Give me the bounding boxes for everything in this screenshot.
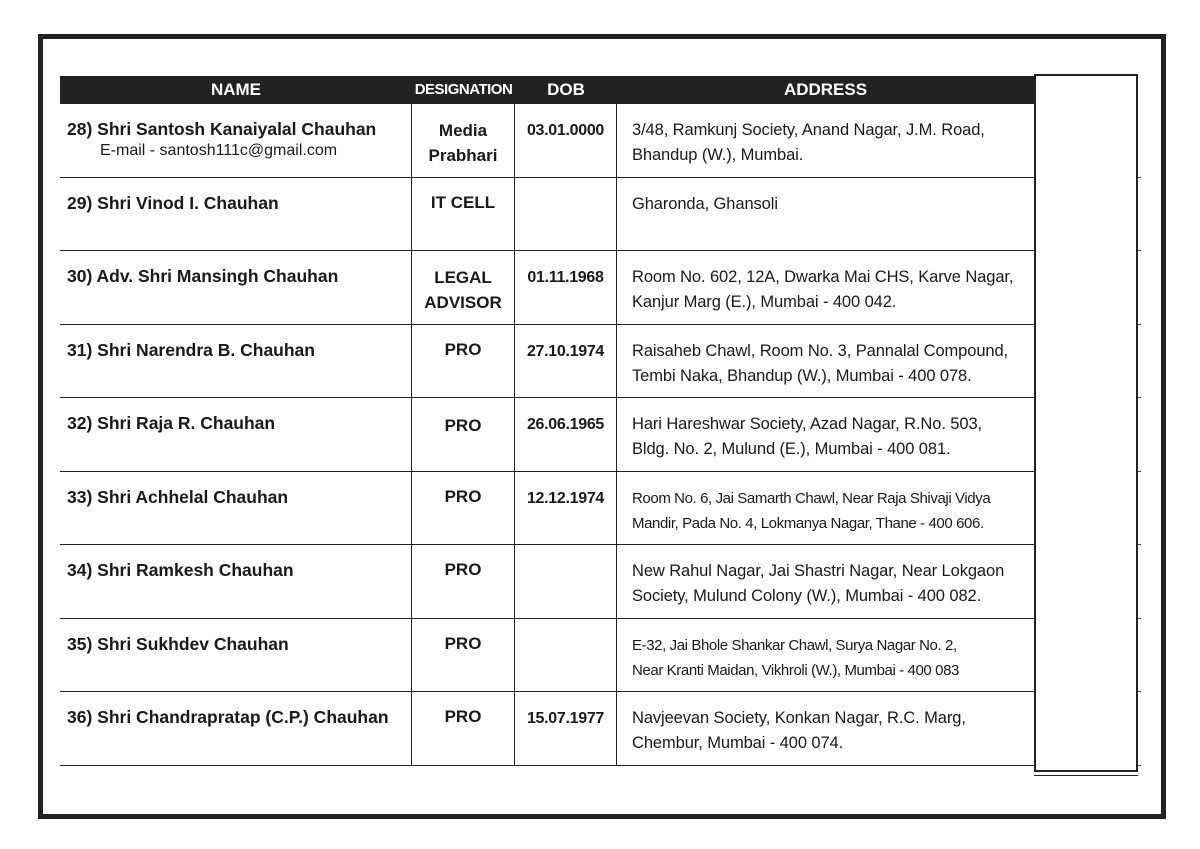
- address-cell: [617, 545, 1034, 618]
- row-tick: [1138, 765, 1141, 766]
- member-dob: 12.12.1974: [526, 489, 605, 507]
- address-cell: [617, 104, 1034, 177]
- member-dob: 03.01.0000: [526, 122, 605, 139]
- photo-column: [1034, 74, 1138, 772]
- member-email: E-mail - santosh111c@gmail.com: [100, 142, 338, 159]
- dob-cell: [515, 472, 617, 545]
- address-cell: [617, 251, 1034, 324]
- dob-cell: [515, 619, 617, 692]
- name-cell: [60, 178, 412, 251]
- photo-column-underline: [1034, 775, 1138, 776]
- member-name: 31) Shri Narendra B. Chauhan: [67, 339, 315, 360]
- name-cell: [60, 619, 412, 692]
- address-line-2: Mandir, Pada No. 4, Lokmanya Nagar, Thane - 400 606.: [632, 514, 984, 532]
- address-line-2: Chembur, Mumbai - 400 074.: [632, 734, 844, 752]
- row-tick: [1138, 618, 1141, 619]
- table-row: [60, 472, 1034, 546]
- header-name: NAME: [210, 80, 262, 99]
- member-dob: 15.07.1977: [526, 710, 605, 727]
- name-cell: [60, 251, 412, 324]
- member-dob: 27.10.1974: [526, 342, 605, 360]
- address-cell: [617, 398, 1034, 471]
- address-line-1: Hari Hareshwar Society, Azad Nagar, R.No. 503,: [632, 415, 983, 433]
- designation-line-1: Media: [438, 121, 488, 140]
- designation-line-1: PRO: [444, 633, 482, 653]
- designation-line-2: Prabhari: [428, 146, 498, 165]
- address-line-1: Navjeevan Society, Konkan Nagar, R.C. Marg,: [632, 709, 966, 727]
- dob-cell: [515, 692, 617, 765]
- member-dob: 26.06.1965: [526, 416, 605, 433]
- address-line-2: Bhandup (W.), Mumbai.: [632, 146, 804, 164]
- dob-cell: [515, 178, 617, 251]
- dob-cell: [515, 398, 617, 471]
- designation-line-1: IT CELL: [430, 192, 496, 212]
- designation-cell: [412, 619, 515, 692]
- address-line-1: E-32, Jai Bhole Shankar Chawl, Surya Nagar No. 2,: [632, 636, 957, 654]
- table-row: [60, 545, 1034, 619]
- table-row: [60, 325, 1034, 399]
- dob-cell: [515, 545, 617, 618]
- table-row: [60, 398, 1034, 472]
- designation-cell: [412, 472, 515, 545]
- address-line-2: Bldg. No. 2, Mulund (E.), Mumbai - 400 081.: [632, 440, 951, 458]
- member-dob: 01.11.1968: [527, 269, 604, 286]
- designation-line-1: PRO: [444, 416, 482, 435]
- address-line-2: Society, Mulund Colony (W.), Mumbai - 400 082.: [632, 587, 982, 605]
- member-name: 29) Shri Vinod I. Chauhan: [67, 192, 279, 213]
- dob-cell: [515, 251, 617, 324]
- row-tick: [1138, 471, 1141, 472]
- address-cell: [617, 472, 1034, 545]
- designation-cell: [412, 104, 515, 177]
- address-line-2: Tembi Naka, Bhandup (W.), Mumbai - 400 078.: [632, 366, 972, 385]
- member-name: 35) Shri Sukhdev Chauhan: [67, 633, 289, 654]
- dob-cell: [515, 104, 617, 177]
- address-cell: [617, 178, 1034, 251]
- designation-cell: [412, 692, 515, 765]
- address-cell: [617, 325, 1034, 398]
- designation-line-2: ADVISOR: [424, 293, 502, 312]
- table-row: [60, 104, 1034, 178]
- designation-cell: [412, 398, 515, 471]
- member-name: 32) Shri Raja R. Chauhan: [67, 413, 276, 433]
- designation-line-1: PRO: [444, 560, 482, 579]
- designation-line-1: LEGAL: [434, 268, 492, 287]
- address-line-1: Room No. 6, Jai Samarth Chawl, Near Raja Shivaji Vidya: [632, 489, 991, 507]
- name-cell: [60, 472, 412, 545]
- row-tick: [1138, 177, 1141, 178]
- table-row: [60, 619, 1034, 693]
- member-name: 33) Shri Achhelal Chauhan: [67, 486, 289, 507]
- row-tick: [1138, 250, 1141, 251]
- row-tick: [1138, 691, 1141, 692]
- row-tick: [1138, 397, 1141, 398]
- name-cell: [60, 398, 412, 471]
- name-cell: [60, 545, 412, 618]
- address-line-2: Near Kranti Maidan, Vikhroli (W.), Mumbai - 400 083: [632, 661, 959, 679]
- member-name: 28) Shri Santosh Kanaiyalal Chauhan: [67, 119, 377, 139]
- designation-cell: [412, 251, 515, 324]
- address-line-1: Raisaheb Chawl, Room No. 3, Pannalal Compound,: [632, 341, 1009, 360]
- table-header: [60, 76, 1138, 104]
- header-designation: DESIGNATION: [414, 81, 513, 98]
- designation-cell: [412, 325, 515, 398]
- member-name: 30) Adv. Shri Mansingh Chauhan: [67, 266, 339, 286]
- designation-line-1: PRO: [444, 339, 482, 359]
- address-line-1: New Rahul Nagar, Jai Shastri Nagar, Near Lokgaon: [632, 562, 1005, 580]
- header-address: ADDRESS: [783, 80, 868, 99]
- header-dob: DOB: [547, 80, 585, 99]
- row-tick: [1138, 324, 1141, 325]
- address-line-1: 3/48, Ramkunj Society, Anand Nagar, J.M. Road,: [632, 121, 985, 139]
- address-cell: [617, 692, 1034, 765]
- designation-cell: [412, 545, 515, 618]
- designation-line-1: PRO: [444, 486, 482, 506]
- name-cell: [60, 325, 412, 398]
- member-name: 36) Shri Chandrapratap (C.P.) Chauhan: [67, 707, 389, 727]
- member-name: 34) Shri Ramkesh Chauhan: [67, 560, 294, 580]
- address-line-2: Kanjur Marg (E.), Mumbai - 400 042.: [632, 293, 897, 311]
- designation-cell: [412, 178, 515, 251]
- table-row: [60, 692, 1034, 766]
- address-cell: [617, 619, 1034, 692]
- table-row: [60, 178, 1034, 252]
- name-cell: [60, 104, 412, 177]
- address-line-1: Gharonda, Ghansoli: [632, 194, 778, 213]
- designation-line-1: PRO: [444, 707, 482, 726]
- name-cell: [60, 692, 412, 765]
- address-line-1: Room No. 602, 12A, Dwarka Mai CHS, Karve Nagar,: [632, 268, 1014, 286]
- dob-cell: [515, 325, 617, 398]
- row-tick: [1138, 544, 1141, 545]
- table-row: [60, 251, 1034, 325]
